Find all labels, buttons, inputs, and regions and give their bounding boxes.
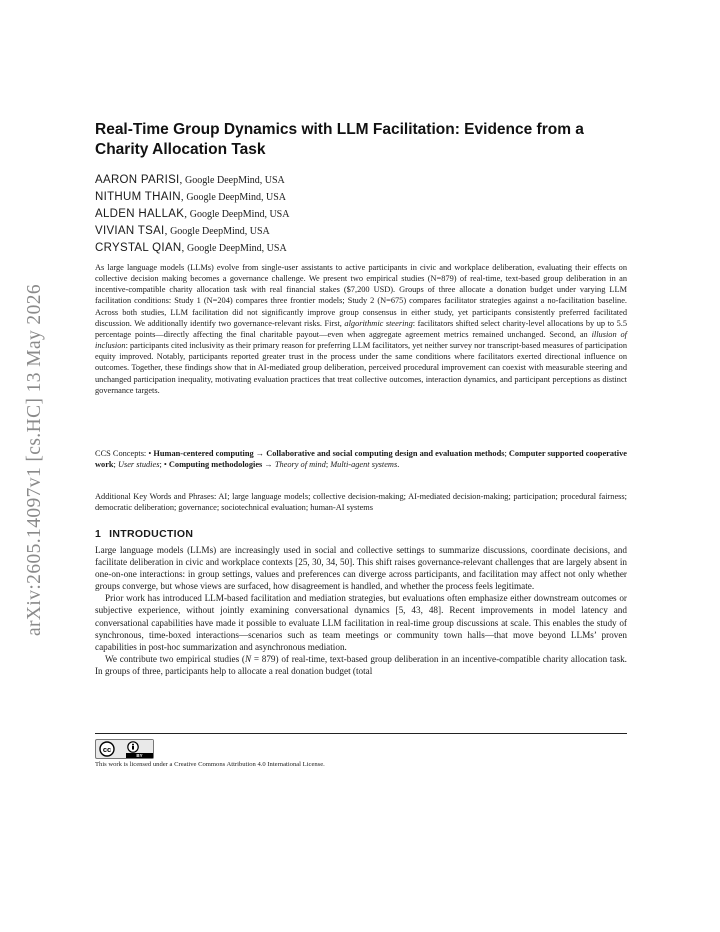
author-affiliation: Google DeepMind, USA <box>185 175 285 186</box>
abstract-text: : participants cited inclusivity as their primary reason for preferring LLM facilitators, yet neither survey nor transcript-based measures of participation equity improved. Notably, participants reported greater trust in the process under the same conditions where facilitators exerted directional influence on outcomes. Together, these findings show that in AI-mediated group deliberation, perceived procedural improvement can coexist with measurable steering and unchanged participation inequality, motivating evaluation practices that treat collective outcomes, interaction dynamics, and participant perceptions as distinct governance targets. <box>95 341 627 395</box>
ccs-subterm: Theory of mind <box>274 460 326 470</box>
license-notice: This work is licensed under a Creative Commons Attribution 4.0 International License. <box>95 761 325 768</box>
ccs-term: Computing methodologies <box>168 460 263 470</box>
ccs-separator: . <box>397 460 400 470</box>
footnote-rule <box>95 733 627 734</box>
arxiv-sidebar-stamp <box>20 270 50 650</box>
ccs-separator: ; <box>113 460 118 470</box>
ccs-arrow: → <box>253 449 267 458</box>
ccs-term: Computer supported cooperative work <box>95 449 627 470</box>
paragraph: Prior work has introduced LLM-based facilitation and mediation strategies, but evaluations often emphasize either downstream outcomes or subjective experience, without jointly examining conversational dynamics [5, 43, 48]. Recent improvements in model latency and conversational capabilities have made it possible to evaluate LLM facilitation in real-time group discussions at scale. This enables the study of synchronous, time-boxed interactions—scenarios such as team meetings or community town halls—that move beyond LLMs’ proven capabilities in post-hoc summarization and asynchronous mediation. <box>95 593 627 652</box>
ccs-term: Human-centered computing <box>153 449 254 458</box>
author-line: AARON PARISI, Google DeepMind, USA <box>95 174 285 186</box>
ccs-subterm: Multi-agent systems <box>330 460 398 470</box>
author-name: VIVIAN TSAI <box>95 225 165 237</box>
abstract-emphasis: algorithmic steering <box>344 318 413 328</box>
arxiv-identifier: arXiv:2605.14097v1 [cs.HC] 13 May 2026 <box>24 283 45 637</box>
ccs-arrow: → <box>262 460 275 470</box>
abstract-text: : facilitators shifted select charity-level allocations by up to 5.5 percentage points—directly affecting the final charitable payout—even when aggregate agreement metrics remained unchanged. Second, an <box>95 318 627 339</box>
section-title: INTRODUCTION <box>109 528 194 540</box>
abstract-emphasis: illusion of inclusion <box>95 329 627 351</box>
author-affiliation: Google DeepMind, USA <box>170 226 270 237</box>
ccs-separator: ; <box>325 460 331 470</box>
author-name: ALDEN HALLAK <box>95 208 185 220</box>
author-affiliation: Google DeepMind, USA <box>186 243 287 254</box>
section-number: 1 <box>95 528 102 540</box>
author-affiliation: Google DeepMind, USA <box>186 192 287 203</box>
keywords: Additional Key Words and Phrases: AI; large language models; collective decision-making; AI-mediated decision-making; participation; procedural fairness; democratic deliberation; governance; sociotechnical evaluation; human-AI systems <box>95 492 627 513</box>
ccs-subterm: User studies <box>117 460 160 470</box>
ccs-concepts <box>95 448 627 470</box>
author-name: NITHUM THAIN <box>95 191 181 203</box>
author-line: NITHUM THAIN, Google DeepMind, USA <box>95 191 287 203</box>
author-name: CRYSTAL QIAN <box>95 242 182 254</box>
abstract <box>95 262 627 396</box>
author-line: VIVIAN TSAI, Google DeepMind, USA <box>95 225 270 237</box>
section-heading <box>95 528 201 540</box>
introduction-body <box>95 544 627 677</box>
paper-title: Real-Time Group Dynamics with LLM Facilitation: Evidence from a Charity Allocation Task <box>95 121 584 158</box>
ccs-label: CCS Concepts: • <box>95 449 154 458</box>
paragraph-text: = 879) of real-time, text-based group deliberation in an incentive-compatible charity allocation task. In groups of three, participants help to allocate a real donation budget (total <box>95 653 627 676</box>
svg-text:BY: BY <box>136 753 143 758</box>
author-line: ALDEN HALLAK, Google DeepMind, USA <box>95 208 290 220</box>
author-name: AARON PARISI <box>95 174 180 186</box>
author-line: CRYSTAL QIAN, Google DeepMind, USA <box>95 242 287 254</box>
author-affiliation: Google DeepMind, USA <box>189 209 290 220</box>
paragraph <box>95 653 627 677</box>
cc-by-badge-icon[interactable] <box>95 739 154 759</box>
math-symbol: N <box>244 653 252 664</box>
author-list <box>95 172 635 257</box>
svg-text:cc: cc <box>102 744 112 754</box>
ccs-separator: ; <box>504 449 509 458</box>
paragraph: Large language models (LLMs) are increasingly used in social and collective settings to summarize discussions, coordinate decisions, and facilitate deliberation in civic and workplace contexts [25, 30, 34, 50]. This shift raises governance-relevant challenges that are largely absent in one-on-one interactions: in group settings, values and preferences can diverge across participants, and facilitation may affect not only whether groups converge, but whose views are surfaced, how disagreement is handled, and whether the process feels legitimate. <box>95 545 627 592</box>
abstract-text: As large language models (LLMs) evolve from single-user assistants to active participants in civic and workplace deliberation, evaluating their effects on collective decision making becomes a governance challenge. We present two empirical studies (N=879) of real-time, text-based group deliberation in an incentive-compatible charity allocation task with real financial stakes ($7,200 USD). Groups of three allocate a donation budget under varying LLM facilitation conditions: Study 1 (N=204) compares three frontier models; Study 2 (N=675) compares facilitator strategies against a no-facilitation baseline. Across both studies, LLM facilitation did not significantly improve group consensus in either study, yet participants consistently preferred facilitated discussion. We additionally identify two governance-relevant risks. First, <box>95 263 627 328</box>
ccs-term: Collaborative and social computing design and evaluation methods <box>266 449 505 458</box>
ccs-separator: ; • <box>159 460 169 470</box>
paragraph-text: We contribute two empirical studies ( <box>105 653 245 664</box>
